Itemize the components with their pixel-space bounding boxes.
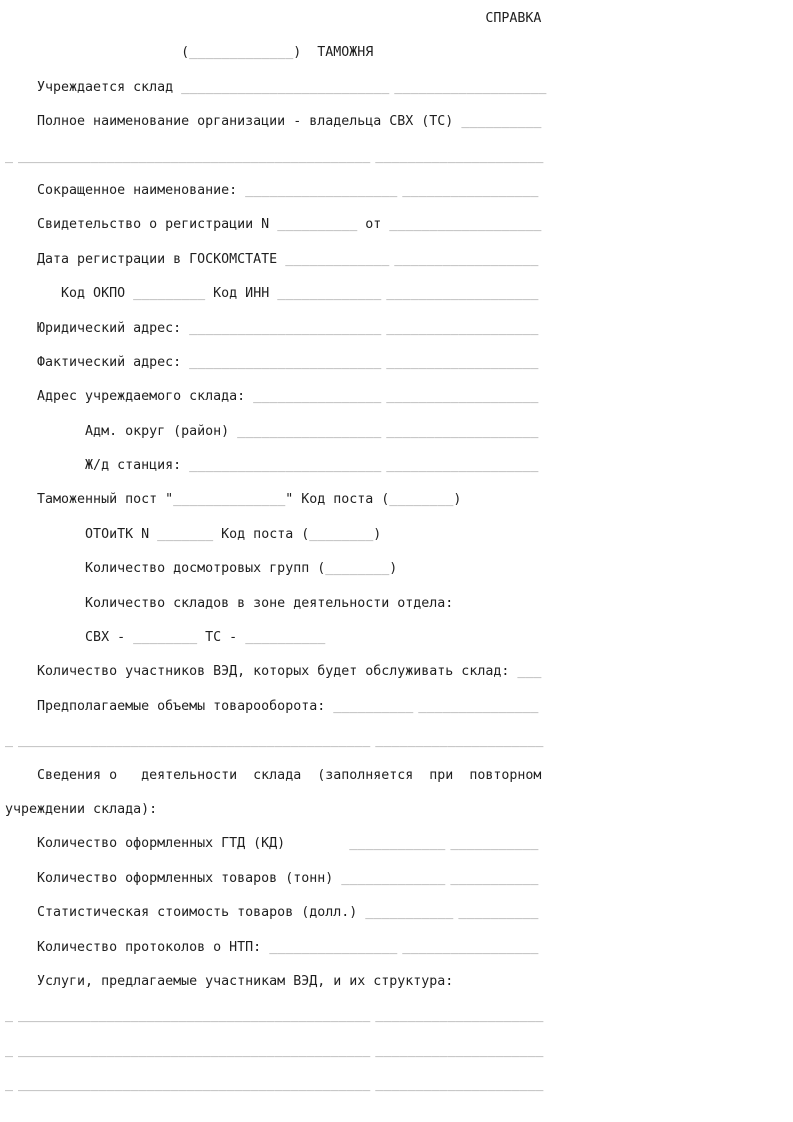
fill-in-blank: _ [5, 1077, 14, 1093]
inspection-groups-line [5, 552, 793, 586]
otoitk-line [5, 518, 793, 552]
line-text: ( [5, 45, 190, 61]
line-text: Предполагаемые объемы товарооборота: [5, 698, 334, 714]
warehouse-address-line [5, 380, 793, 414]
fill-in-blank: ______________ [173, 492, 286, 508]
doc-title [5, 2, 793, 36]
fill-in-blank: ________________ [253, 389, 382, 405]
line-text: ) ТАМОЖНЯ [293, 45, 374, 61]
fill-in-blank: _____________________ [375, 1008, 544, 1024]
fill-in-blank: _____________ [189, 45, 294, 61]
short-name-line [5, 174, 793, 208]
fill-in-blank: __________________ [394, 251, 539, 267]
registration-certificate-line [5, 208, 793, 242]
fill-in-blank: ________________ [269, 939, 398, 955]
fill-in-blank: _____________ [341, 870, 446, 886]
line-text: Фактический адрес: [5, 354, 190, 370]
fill-in-blank: _____________ [285, 251, 390, 267]
fill-in-blank: _______ [157, 526, 214, 542]
line-text: Количество оформленных товаров (тонн) [5, 870, 342, 886]
fill-in-blank: ____________________________________________ [18, 1008, 371, 1024]
fill-in-blank: __________________ [237, 423, 382, 439]
fill-in-blank: _________________ [402, 182, 539, 198]
fill-in-blank: _____________ [277, 286, 382, 302]
line-text: Количество складов в зоне деятельности отдела: [5, 595, 454, 611]
fill-in-blank: _________ [133, 286, 206, 302]
services-line [5, 965, 793, 999]
line-text: Ж/д станция: [5, 458, 190, 474]
line-text: СПРАВКА [5, 11, 542, 26]
ntp-protocols-line [5, 931, 793, 965]
customs-office-line [5, 36, 793, 70]
fill-in-blank: ___________________ [386, 389, 539, 405]
section-divider-1 [5, 140, 793, 174]
turnover-volume-line [5, 690, 793, 724]
line-text: Свидетельство о регистрации N [5, 217, 278, 233]
fill-in-blank: _________________ [402, 939, 539, 955]
line-text: Полное наименование организации - владельца СВХ (ТС) [5, 114, 462, 130]
line-text: Количество протоколов о НТП: [5, 939, 270, 955]
fill-in-blank: ____________________________________________ [18, 733, 371, 749]
section-divider-2 [5, 724, 793, 758]
fill-in-blank: _____________________ [375, 148, 544, 164]
line-text: Услуги, предлагаемые участникам ВЭД, и их структура: [5, 973, 454, 989]
fill-in-blank: _______________ [418, 698, 539, 714]
fill-in-blank: ___________________ [386, 320, 539, 336]
okpo-inn-line [5, 277, 793, 311]
line-text: ) [453, 492, 462, 508]
line-text: Статистическая стоимость товаров (долл.) [5, 905, 366, 921]
fill-in-blank: ____________________________________________ [18, 1042, 371, 1058]
line-text: Количество оформленных ГТД (КД) [5, 836, 350, 852]
org-full-name-line [5, 105, 793, 139]
warehouses-in-zone-line [5, 587, 793, 621]
line-text: Юридический адрес: [5, 320, 190, 336]
legal-address-line [5, 312, 793, 346]
line-text: Сведения о деятельности склада (заполняется при повторном [5, 767, 542, 783]
line-text: ОТОиТК N [5, 526, 158, 542]
line-text: Дата регистрации в ГОСКОМСТАТЕ [5, 251, 286, 267]
line-text: СВХ - [5, 630, 134, 646]
fill-in-blank: _ [5, 148, 14, 164]
fill-in-blank: _____________________ [375, 1077, 544, 1093]
fill-in-blank: ___________ [365, 905, 454, 921]
write-in-line-1 [5, 999, 793, 1033]
fill-in-blank: _____________________ [375, 733, 544, 749]
fill-in-blank: ________________________ [189, 320, 382, 336]
goods-tonnage-line [5, 862, 793, 896]
fill-in-blank: _____________________ [375, 1042, 544, 1058]
line-text: Количество участников ВЭД, которых будет обслуживать склад: [5, 664, 518, 680]
line-text: Адрес учреждаемого склада: [5, 389, 254, 405]
goskomstat-date-line [5, 243, 793, 277]
line-text: учреждении склада): [5, 801, 158, 817]
fill-in-blank: __________ [458, 905, 539, 921]
line-text: Код ОКПО [5, 286, 134, 302]
fill-in-blank: ___________________ [386, 286, 539, 302]
statistical-value-line [5, 896, 793, 930]
customs-post-line [5, 483, 793, 517]
line-text: Код поста ( [213, 526, 310, 542]
fill-in-blank: _ [5, 1042, 14, 1058]
fill-in-blank: ________ [389, 492, 454, 508]
fill-in-blank: ________ [309, 526, 374, 542]
fill-in-blank: ___________________ [386, 458, 539, 474]
fill-in-blank: ____________________________________________ [18, 1077, 371, 1093]
write-in-line-2 [5, 1034, 793, 1068]
line-text: Количество досмотровых групп ( [5, 561, 326, 577]
fill-in-blank: ________________________ [189, 458, 382, 474]
line-text: Сокращенное наименование: [5, 182, 246, 198]
activity-info-line-1 [5, 759, 793, 793]
actual-address-line [5, 346, 793, 380]
svh-ts-counts-line [5, 621, 793, 655]
line-text: от [357, 217, 390, 233]
admin-district-line [5, 415, 793, 449]
activity-info-line-2 [5, 793, 793, 827]
fill-in-blank: ___________________ [245, 182, 398, 198]
line-text: Адм. округ (район) [5, 423, 238, 439]
fill-in-blank: ________ [325, 561, 390, 577]
line-text: ) [373, 526, 382, 542]
line-text: ) [389, 561, 398, 577]
warehouse-established-line [5, 71, 793, 105]
fill-in-blank: ________ [133, 630, 198, 646]
fill-in-blank: __________ [277, 217, 358, 233]
fill-in-blank: ___________________ [386, 354, 539, 370]
fill-in-blank: ________________________ [189, 354, 382, 370]
line-text: Таможенный пост " [5, 492, 174, 508]
fill-in-blank: ____________________________________________ [18, 148, 371, 164]
fill-in-blank: _ [5, 1008, 14, 1024]
line-text: " Код поста ( [285, 492, 390, 508]
fill-in-blank: ___________________ [386, 423, 539, 439]
fill-in-blank: ___________ [450, 870, 539, 886]
line-text: Учреждается склад [5, 79, 182, 95]
fill-in-blank: __________________________ [181, 79, 390, 95]
fill-in-blank: ___________________ [394, 79, 547, 95]
ved-participants-line [5, 655, 793, 689]
railway-station-line [5, 449, 793, 483]
fill-in-blank: _ [5, 733, 14, 749]
fill-in-blank: __________ [461, 114, 542, 130]
fill-in-blank: ___ [517, 664, 542, 680]
fill-in-blank: __________ [245, 630, 326, 646]
fill-in-blank: ____________ [349, 836, 446, 852]
write-in-line-3 [5, 1068, 793, 1102]
line-text: Код ИНН [205, 286, 278, 302]
fill-in-blank: __________ [333, 698, 414, 714]
line-text: ТС - [197, 630, 246, 646]
gtd-count-line [5, 827, 793, 861]
fill-in-blank: ___________ [450, 836, 539, 852]
fill-in-blank: ___________________ [389, 217, 542, 233]
